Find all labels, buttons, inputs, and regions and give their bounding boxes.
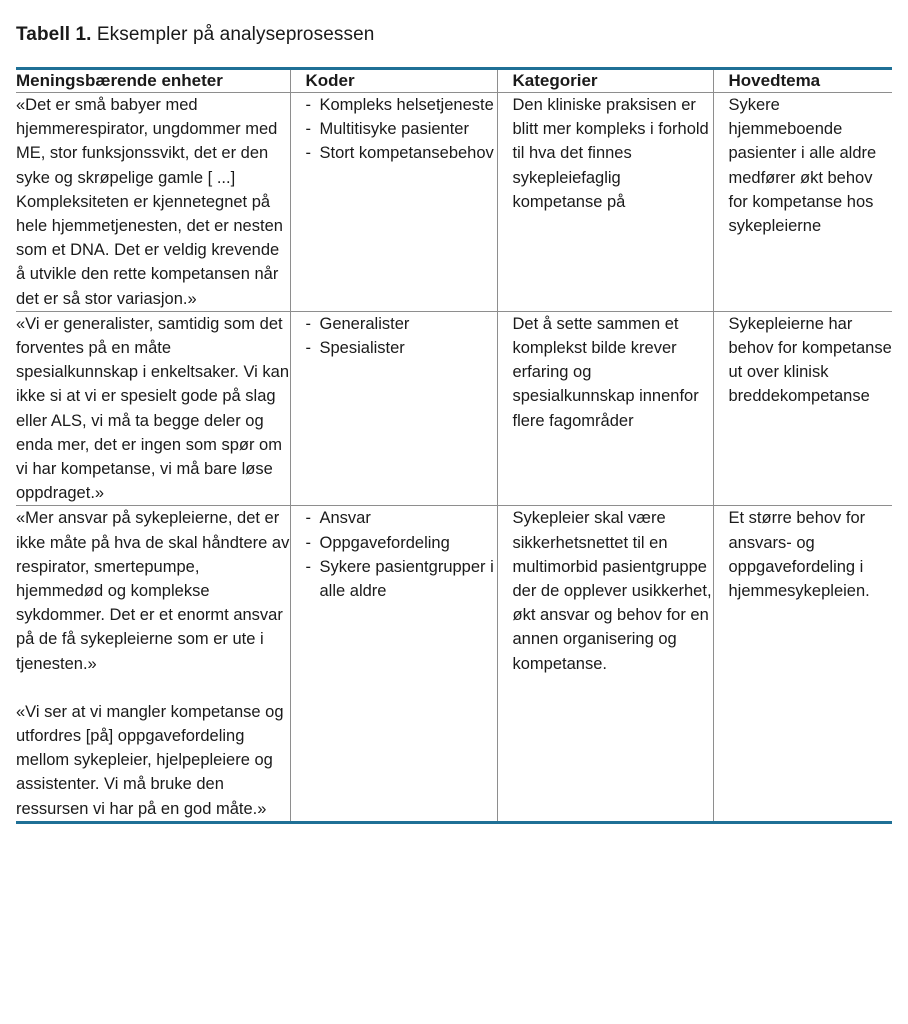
cell-meningsbaerende-enheter [16,93,290,312]
column-header-meningsbaerende-enheter: Meningsbærende enheter [16,70,290,93]
code-list [306,93,497,166]
table-caption [16,0,892,48]
cell-hovedtema: Sykere hjemmeboende pasienter i alle aldre medfører økt behov for kompetanse hos sykepleierne [713,93,892,312]
caption-text: Eksempler på analyseprosessen [91,24,375,45]
list-item: - Multitisyke pasienter [306,117,497,141]
table-row [16,506,892,821]
column-header-hovedtema: Hovedtema [713,70,892,93]
cell-kategorier: Den kliniske praksisen er blitt mer kompleks i forhold til hva det finnes sykepleiefaglig kompetanse på [497,93,713,312]
code-list [306,506,497,603]
quote-paragraph: «Vi ser at vi mangler kompetanse og utfordres [på] oppgavefordeling mellom sykepleier, hjelpepleiere og assistenter. Vi må bruke den ressursen vi har på en god måte.» [16,702,284,818]
quote-paragraph: «Mer ansvar på sykepleierne, det er ikke måte på hva de skal håndtere av respirator, smertepumpe, hjemmedød og komplekse sykdommer. Det er et enormt ansvar på de få sykepleierne som er ute i tjenesten.» [16,509,290,673]
cell-koder [290,93,497,312]
cell-meningsbaerende-enheter [16,506,290,821]
list-item: - Kompleks helsetjeneste [306,93,497,117]
column-header-kategorier: Kategorier [497,70,713,93]
list-item: - Oppgavefordeling [306,531,497,555]
code-list [306,312,497,360]
cell-hovedtema: Sykepleierne har behov for kompetanse ut over klinisk breddekompetanse [713,311,892,506]
cell-hovedtema: Et større behov for ansvars- og oppgavefordeling i hjemmesykepleien. [728,509,870,601]
cell-kategorier: Sykepleier skal være sikkerhetsnettet til en multimorbid pasientgruppe der de opplever usikkerhet, økt ansvar og behov for en annen organisering og kompetanse. [497,506,713,821]
list-item: - Spesialister [306,336,497,360]
list-item: - Sykere pasientgrupper i alle aldre [306,555,497,603]
cell-koder [290,506,497,821]
cell-kategorier: Det å sette sammen et komplekst bilde krever erfaring og spesialkunnskap innenfor flere fagområder [497,311,713,506]
table-row [16,311,892,506]
caption-label: Tabell 1. [16,24,92,45]
analysis-table [16,70,892,821]
table-body [16,93,892,821]
column-header-koder: Koder [290,70,497,93]
quote-paragraph: «Vi er generalister, samtidig som det forventes på en måte spesialkunnskap i enkeltsaker. Vi kan ikke si at vi er spesielt gode på slag eller ALS, vi må ta begge deler og enda mer, det er ingen som spør om vi har kompetanse, vi må bare løse oppdraget.» [16,314,290,503]
table-header [16,70,892,93]
table-row [16,93,892,312]
list-item: - Generalister [306,312,497,336]
quote-paragraph: «Det er små babyer med hjemmerespirator, ungdommer med ME, stor funksjonssvikt, det er den syke og skrøpelige gamle [ ...] Kompleksiteten er kjennetegnet på hele hjemmetjenesten, det er nesten som et DNA. Det er veldig krevende å utvikle den rette kompetansen når det er så stor variasjon.» [16,96,283,308]
table-bottom-rule [16,821,892,824]
cell-koder [290,311,497,506]
list-item: - Ansvar [306,506,497,530]
list-item: - Stort kompetansebehov [306,141,497,165]
cell-meningsbaerende-enheter [16,311,290,506]
table-header-row [16,70,892,93]
